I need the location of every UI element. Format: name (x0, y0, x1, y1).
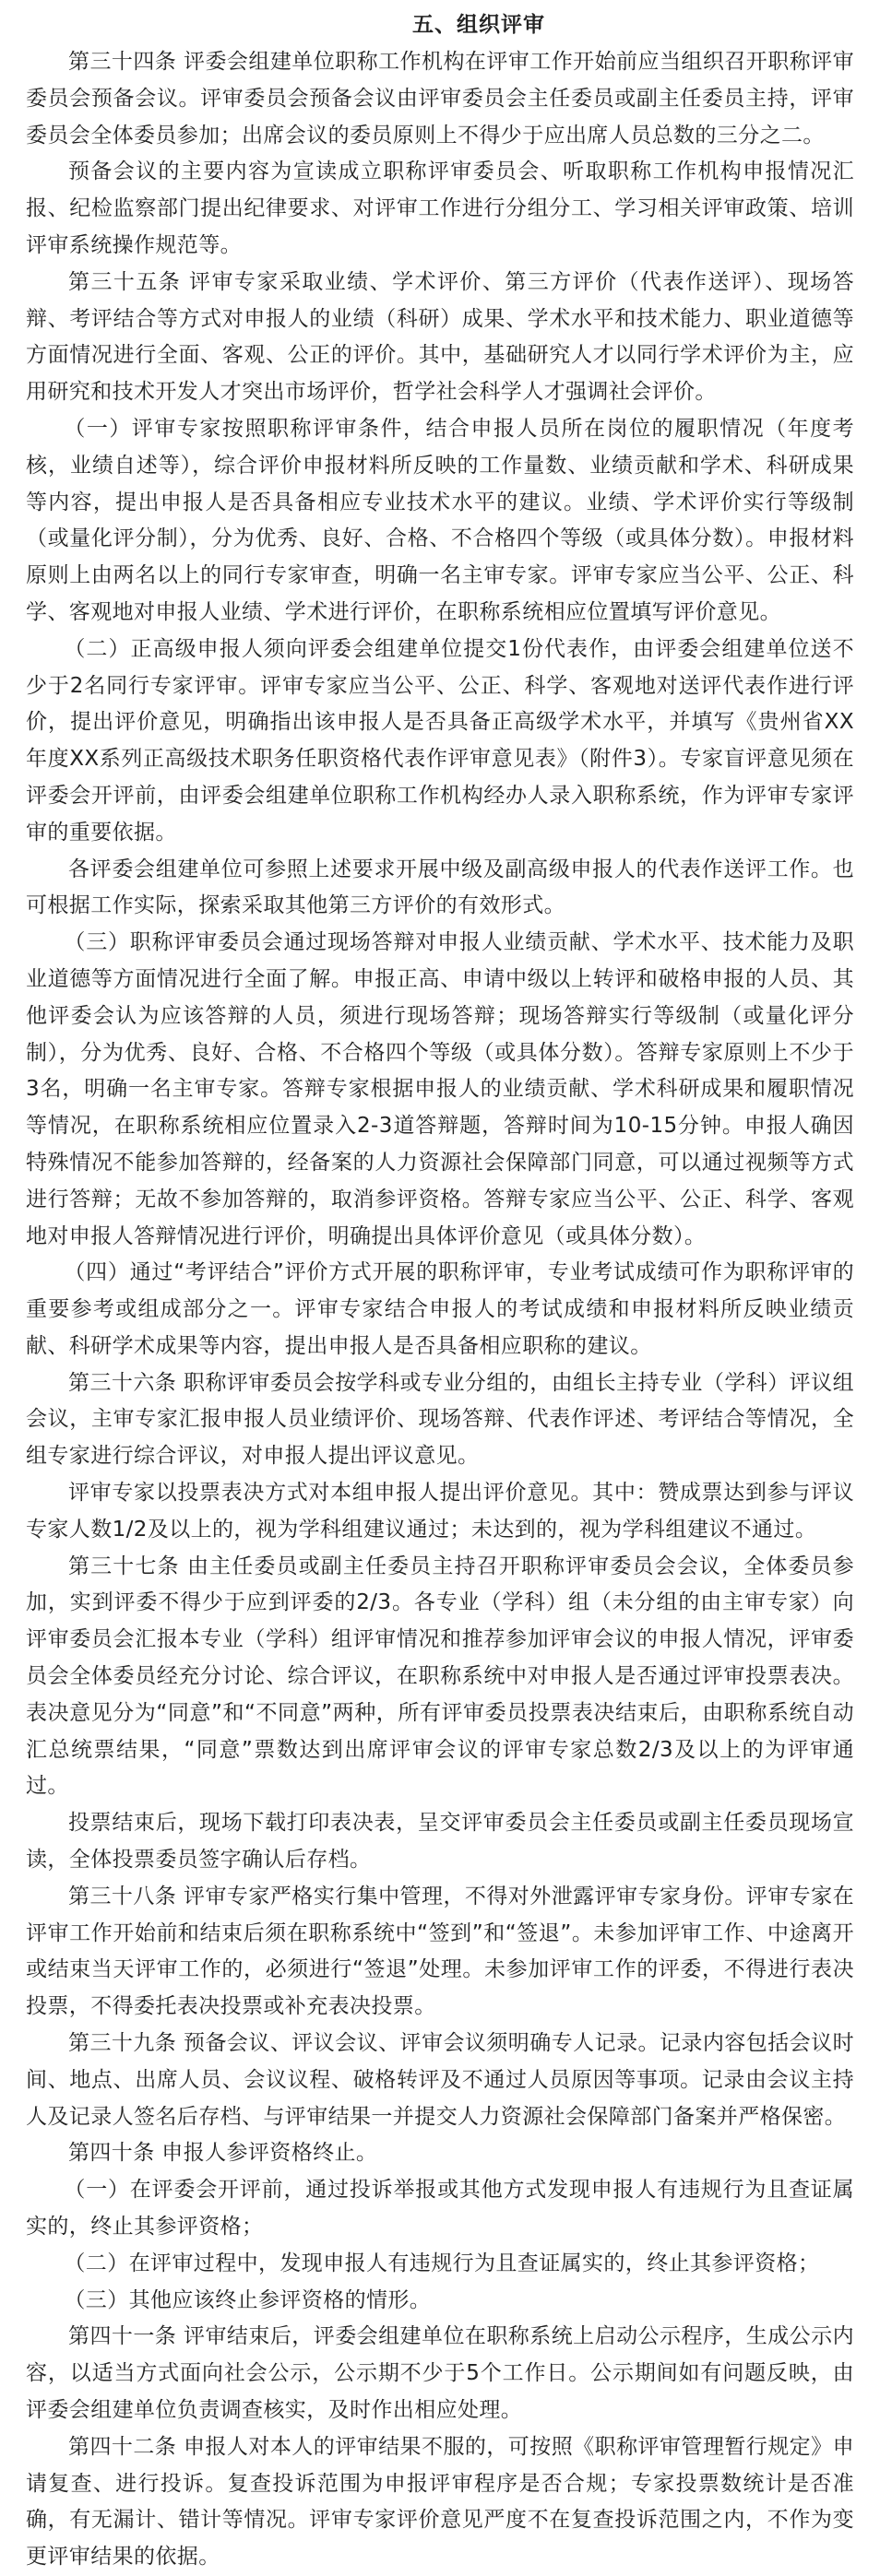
paragraph-article-40-item-3: （三）其他应该终止参评资格的情形。 (64, 2287, 432, 2312)
document-page (26, 7, 854, 2576)
paragraph-article-40-item-2: （二）在评审过程中，发现申报人有违规行为且查证属实的，终止其参评资格； (64, 2251, 820, 2275)
paragraph-item-3-defense: （三）职称评审委员会通过现场答辩对申报人业绩贡献、学术水平、技术能力及职业道德等方面情况进行全面了解。申报正高、申请中级以上转评和破格申报的人员、其他评委会认为应该答辩的人员，须进行现场答辩；现场答辩实行等级制（或量化评分制），分为优秀、良好、合格、不合格四个等级（或具体分数）。答辩专家原则上不少于3名，明确一名主审专家。答辩专家根据申报人的业绩贡献、学术科研成果和履职情况等情况，在职称系统相应位置录入2-3道答辩题，答辩时间为10-15分钟。申报人确因特殊情况不能参加答辩的，经备案的人力资源社会保障部门同意，可以通过视频等方式进行答辩；无故不参加答辩的，取消参评资格。答辩专家应当公平、公正、科学、客观地对申报人答辩情况进行评价，明确提出具体评价意见（或具体分数）。 (26, 930, 854, 1248)
paragraph-article-38: 第三十八条 评审专家严格实行集中管理，不得对外泄露评审专家身份。评审专家在评审工作开始前和结束后须在职称系统中“签到”和“签退”。未参加评审工作、中途离开或结束当天评审工作的，必须进行“签退”处理。未参加评审工作的评委，不得进行表决投票，不得委托表决投票或补充表决投票。 (26, 1884, 854, 2019)
document-body (26, 44, 854, 2576)
paragraph-article-40-item-1: （一）在评委会开评前，通过投诉举报或其他方式发现申报人有违规行为且查证属实的，终止其参评资格； (26, 2178, 854, 2239)
paragraph-item-1-performance-evaluation: （一）评审专家按照职称评审条件，结合申报人员所在岗位的履职情况（年度考核，业绩自述等），综合评价申报材料所反映的工作量数、业绩贡献和学术、科研成果等内容，提出申报人是否具备相应专业技术水平的建议。业绩、学术评价实行等级制（或量化评分制），分为优秀、良好、合格、不合格四个等级（或具体分数）。申报材料原则上由两名以上的同行专家审查，明确一名主审专家。评审专家应当公平、公正、科学、客观地对申报人业绩、学术进行评价，在职称系统相应位置填写评价意见。 (26, 416, 854, 624)
paragraph-article-36: 第三十六条 职称评审委员会按学科或专业分组的，由组长主持专业（学科）评议组会议，主审专家汇报申报人员业绩评价、现场答辩、代表作评述、考评结合等情况，全组专家进行综合评议，对申报人提出评议意见。 (26, 1370, 854, 1469)
paragraph-article-40: 第四十条 申报人参评资格终止。 (68, 2141, 378, 2166)
paragraph-preparatory-meeting: 预备会议的主要内容为宣读成立职称评审委员会、听取职称工作机构申报情况汇报、纪检监察部门提出纪律要求、对评审工作进行分组分工、学习相关评审政策、培训评审系统操作规范等。 (26, 160, 854, 257)
paragraph-third-party-evaluation: 各评委会组建单位可参照上述要求开展中级及副高级申报人的代表作送评工作。也可根据工作实际，探索采取其他第三方评价的有效形式。 (26, 857, 854, 918)
paragraph-article-34: 第三十四条 评委会组建单位职称工作机构在评审工作开始前应当组织召开职称评审委员会预备会议。评审委员会预备会议由评审委员会主任委员或副主任委员主持，评审委员会全体委员参加；出席会议的委员原则上不得少于应出席人员总数的三分之二。 (26, 50, 854, 148)
paragraph-article-39: 第三十九条 预备会议、评议会议、评审会议须明确专人记录。记录内容包括会议时间、地点、出席人员、会议议程、破格转评及不通过人员原因等事项。记录由会议主持人及记录人签名后存档、与评审结果一并提交人力资源社会保障部门备案并严格保密。 (26, 2031, 854, 2129)
section-title: 五、组织评审 (412, 13, 545, 37)
paragraph-article-35: 第三十五条 评审专家采取业绩、学术评价、第三方评价（代表作送评）、现场答辩、考评结合等方式对申报人的业绩（科研）成果、学术水平和技术能力、职业道德等方面情况进行全面、客观、公正的评价。其中，基础研究人才以同行学术评价为主，应用研究和技术开发人才突出市场评价，哲学社会科学人才强调社会评价。 (26, 269, 854, 405)
paragraph-item-4-exam-evaluation: （四）通过“考评结合”评价方式开展的职称评审，专业考试成绩可作为职称评审的重要参考或组成部分之一。评审专家结合申报人的考试成绩和申报材料所反映业绩贡献、科研学术成果等内容，提出申报人是否具备相应职称的建议。 (26, 1260, 854, 1358)
paragraph-article-41: 第四十一条 评审结束后，评委会组建单位在职称系统上启动公示程序，生成公示内容，以适当方式面向社会公示，公示期不少于5个工作日。公示期间如有问题反映，由评委会组建单位负责调查核实，及时作出相应处理。 (26, 2324, 854, 2422)
paragraph-item-2-representative-work: （二）正高级申报人须向评委会组建单位提交1份代表作，由评委会组建单位送不少于2名同行专家评审。评审专家应当公平、公正、科学、客观地对送评代表作进行评价，提出评价意见，明确指出该申报人是否具备正高级学术水平，并填写《贵州省XX年度XX系列正高级技术职务任职资格代表作评审意见表》（附件3）。专家盲评意见须在评委会开评前，由评委会组建单位职称工作机构经办人录入职称系统，作为评审专家评审的重要依据。 (26, 636, 854, 845)
paragraph-article-42: 第四十二条 申报人对本人的评审结果不服的，可按照《职称评审管理暂行规定》申请复查、进行投诉。复查投诉范围为申报评审程序是否合规；专家投票数统计是否准确，有无漏计、错计等情况。评审专家评价意见严度不在复查投诉范围之内，不作为变更评审结果的依据。 (26, 2434, 854, 2570)
paragraph-article-37: 第三十七条 由主任委员或副主任委员主持召开职称评审委员会会议，全体委员参加，实到评委不得少于应到评委的2/3。各专业（学科）组（未分组的由主审专家）向评审委员会汇报本专业（学科）组评审情况和推荐参加评审会议的申报人情况，评审委员会全体委员经充分讨论、综合评议，在职称系统中对申报人是否通过评审投票表决。表决意见分为“同意”和“不同意”两种，所有评审委员投票表决结束后，由职称系统自动汇总统票结果，“同意”票数达到出席评审会议的评审专家总数2/3及以上的为评审通过。 (26, 1554, 854, 1799)
paragraph-vote-archive: 投票结束后，现场下载打印表决表，呈交评审委员会主任委员或副主任委员现场宣读，全体投票委员签字确认后存档。 (26, 1811, 854, 1873)
paragraph-group-voting: 评审专家以投票表决方式对本组申报人提出评价意见。其中：赞成票达到参与评议专家人数1/2及以上的，视为学科组建议通过；未达到的，视为学科组建议不通过。 (26, 1481, 854, 1542)
